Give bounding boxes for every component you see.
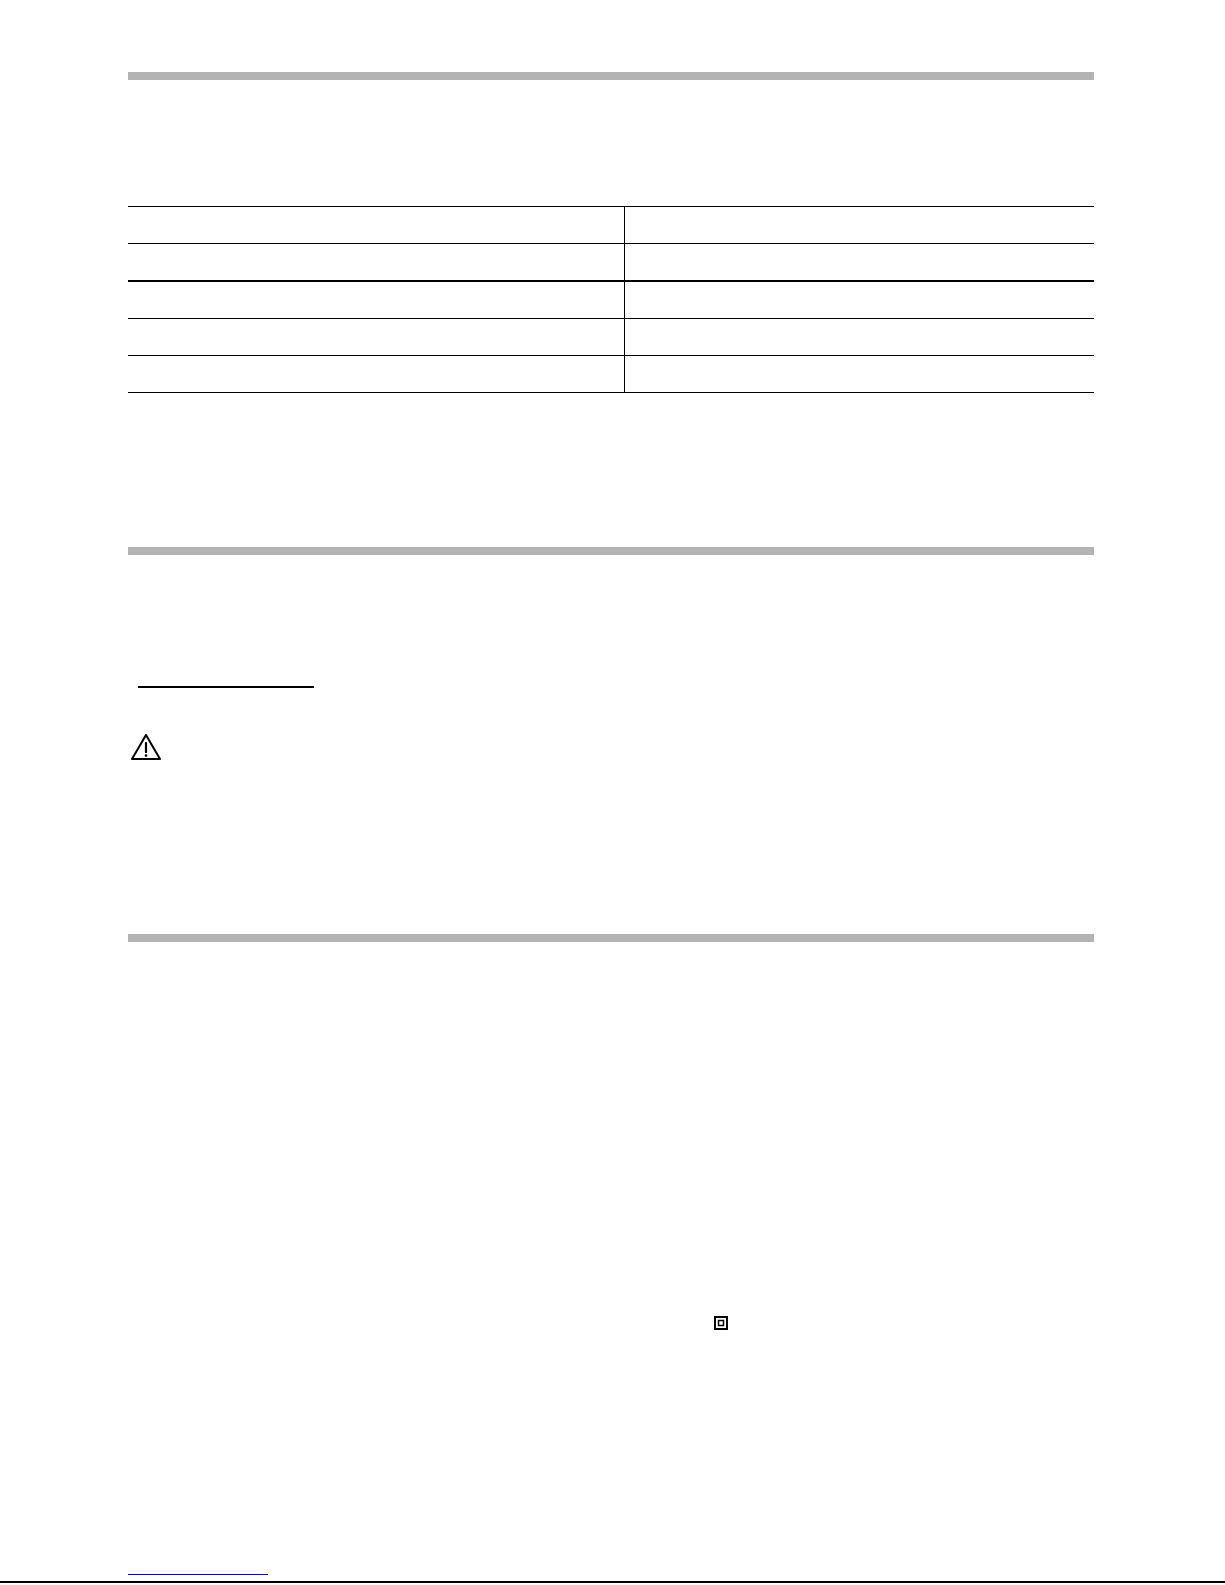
table-row bbox=[128, 319, 1094, 356]
specification-table bbox=[128, 206, 1094, 393]
warning-triangle-icon bbox=[130, 733, 162, 761]
table-cell-value bbox=[625, 207, 1095, 244]
table-row bbox=[128, 356, 1094, 393]
table-cell-value bbox=[625, 281, 1095, 319]
table-cell-label bbox=[128, 207, 625, 244]
table-cell-value bbox=[625, 319, 1095, 356]
double-insulation-icon bbox=[714, 1316, 728, 1330]
table-cell-value bbox=[625, 356, 1095, 393]
table-cell-label bbox=[128, 244, 625, 282]
table-row bbox=[128, 244, 1094, 282]
table-cell-label bbox=[128, 281, 625, 319]
table-cell-label bbox=[128, 319, 625, 356]
table-cell-value bbox=[625, 244, 1095, 282]
heading-underline bbox=[138, 686, 314, 688]
table-row bbox=[128, 207, 1094, 244]
section-divider-3 bbox=[128, 934, 1094, 942]
page-bottom-rule bbox=[0, 1581, 1225, 1583]
footer-link-underline[interactable] bbox=[128, 1574, 268, 1575]
table-row bbox=[128, 281, 1094, 319]
table-cell-label bbox=[128, 356, 625, 393]
section-divider-2 bbox=[128, 547, 1094, 555]
section-divider-1 bbox=[128, 72, 1094, 80]
